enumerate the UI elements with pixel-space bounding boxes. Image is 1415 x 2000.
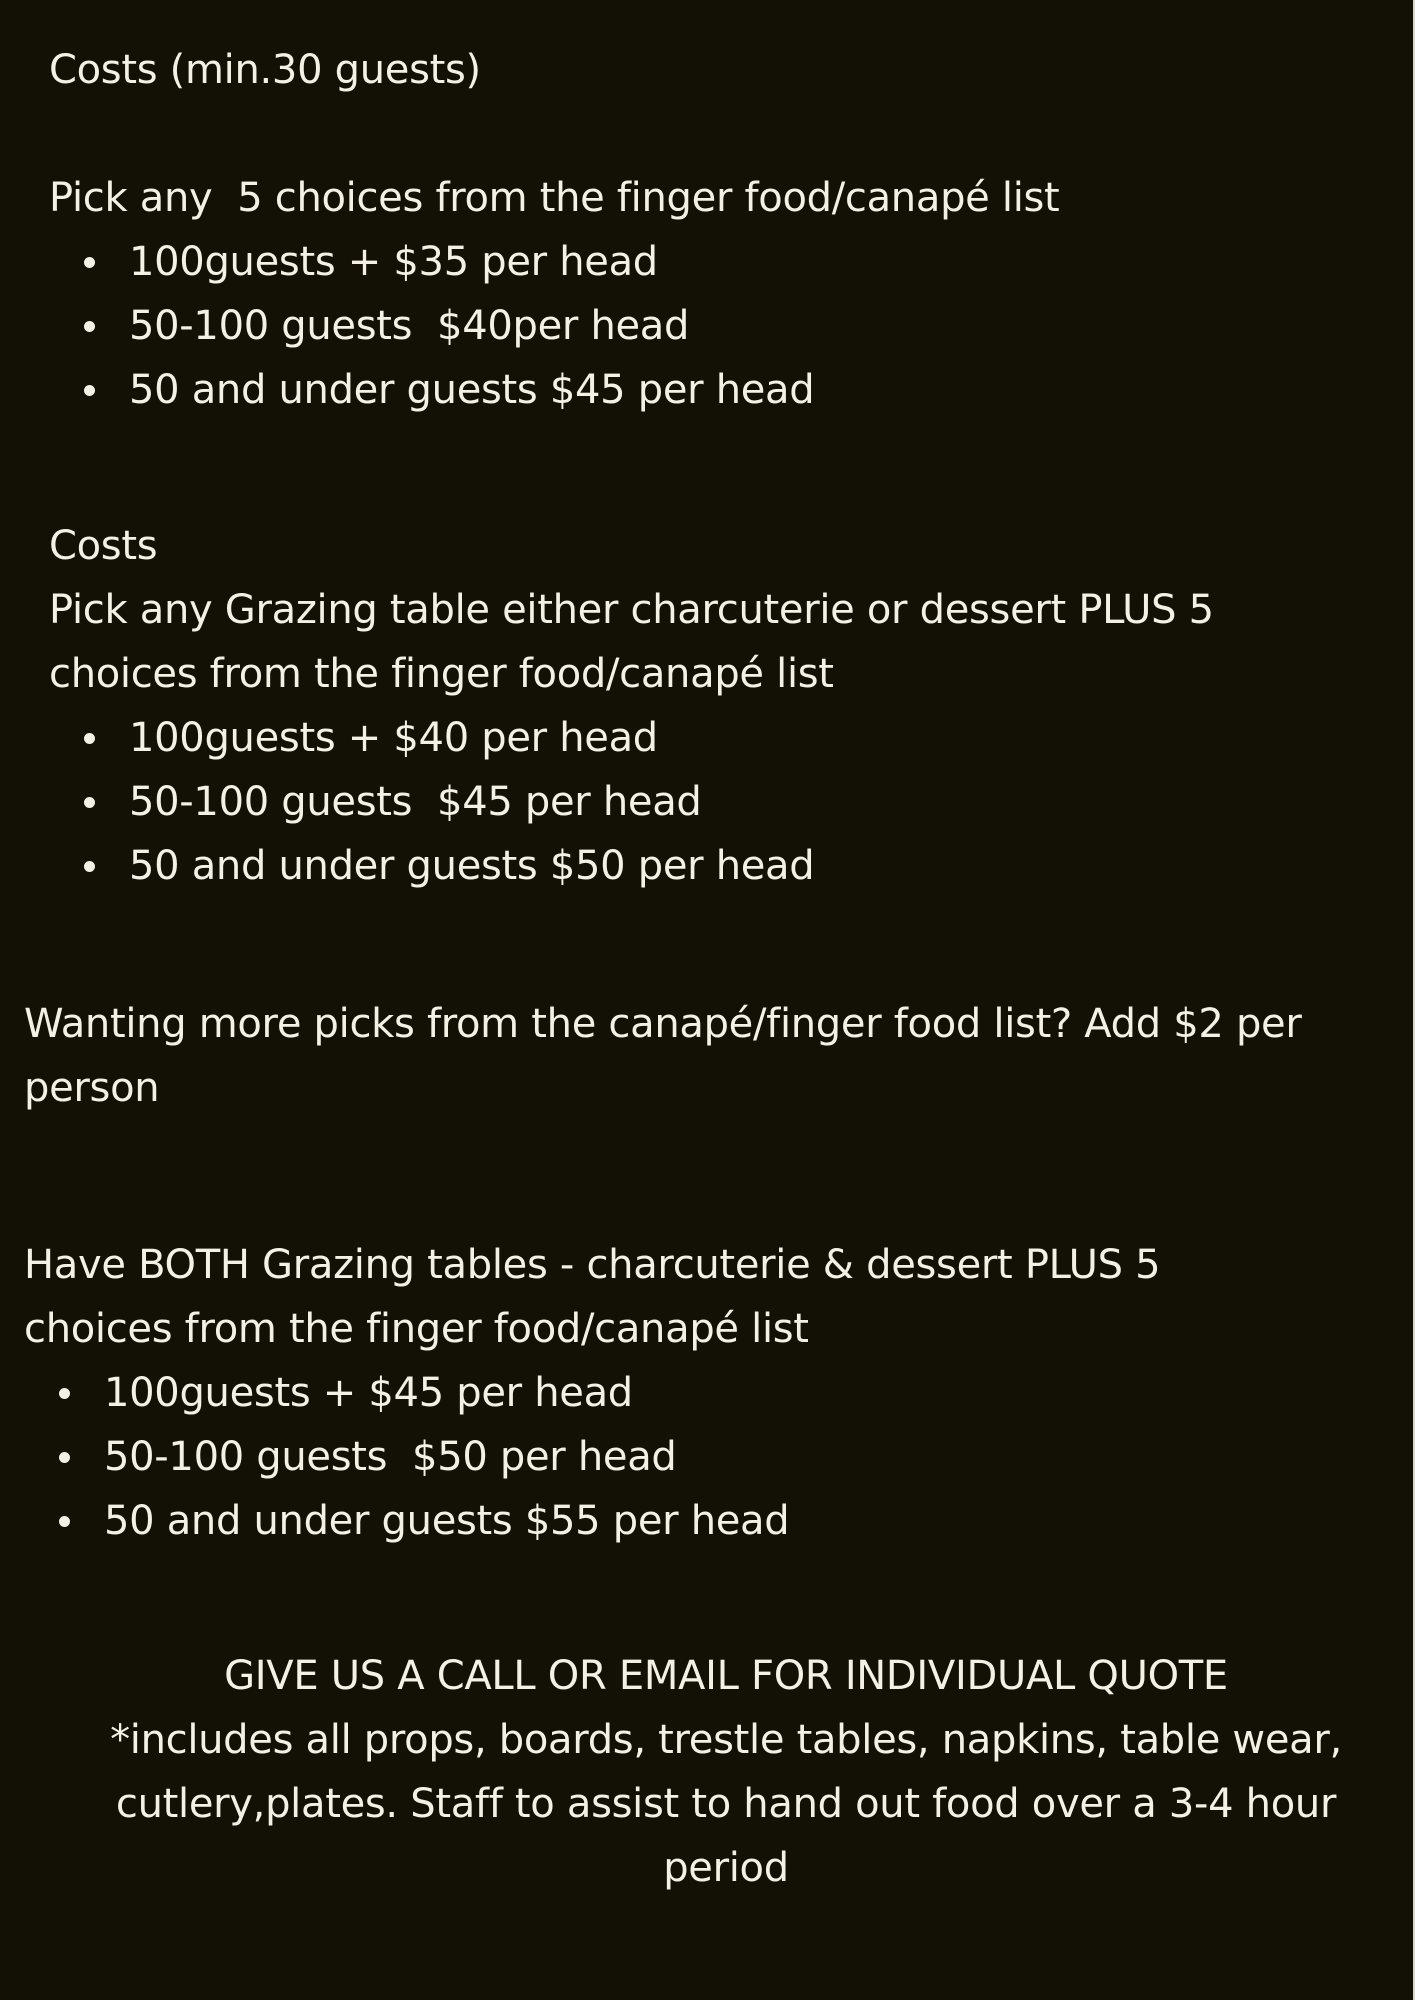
section-title: Costs (min.30 guests) <box>49 47 481 93</box>
price-item: 50 and under guests $45 per head <box>49 358 1379 422</box>
section-one-grazing-table <box>49 514 1379 898</box>
section-title: Costs <box>49 523 158 569</box>
section-intro: Have BOTH Grazing tables - charcuterie & dessert PLUS 5 choices from the finger food/canapé list <box>24 1242 1161 1352</box>
section-both-grazing-tables <box>24 1233 1384 1553</box>
price-item: 100guests + $40 per head <box>49 706 1379 770</box>
price-item: 50 and under guests $50 per head <box>49 834 1379 898</box>
contact-section <box>100 1644 1352 1900</box>
extra-picks-text: Wanting more picks from the canapé/finger food list? Add $2 per person <box>24 1001 1302 1111</box>
price-item: 100guests + $35 per head <box>49 230 1379 294</box>
section-intro: Pick any Grazing table either charcuterie or dessert PLUS 5 choices from the finger food/canapé list <box>49 587 1214 697</box>
price-item: 50 and under guests $55 per head <box>24 1489 1384 1553</box>
price-list <box>24 1361 1384 1553</box>
price-item: 100guests + $45 per head <box>24 1361 1384 1425</box>
contact-cta: GIVE US A CALL OR EMAIL FOR INDIVIDUAL QUOTE <box>224 1653 1228 1699</box>
price-list <box>49 706 1379 898</box>
price-item: 50-100 guests $45 per head <box>49 770 1379 834</box>
spacer <box>49 102 1379 166</box>
price-item: 50-100 guests $40per head <box>49 294 1379 358</box>
extra-picks-note <box>24 992 1384 1120</box>
section-intro: Pick any 5 choices from the finger food/canapé list <box>49 175 1060 221</box>
price-list <box>49 230 1379 422</box>
includes-note: *includes all props, boards, trestle tables, napkins, table wear, cutlery,plates. Staff to assist to hand out food over a 3-4 hour period <box>110 1717 1342 1891</box>
section-canapes-only <box>49 38 1379 422</box>
price-item: 50-100 guests $50 per head <box>24 1425 1384 1489</box>
